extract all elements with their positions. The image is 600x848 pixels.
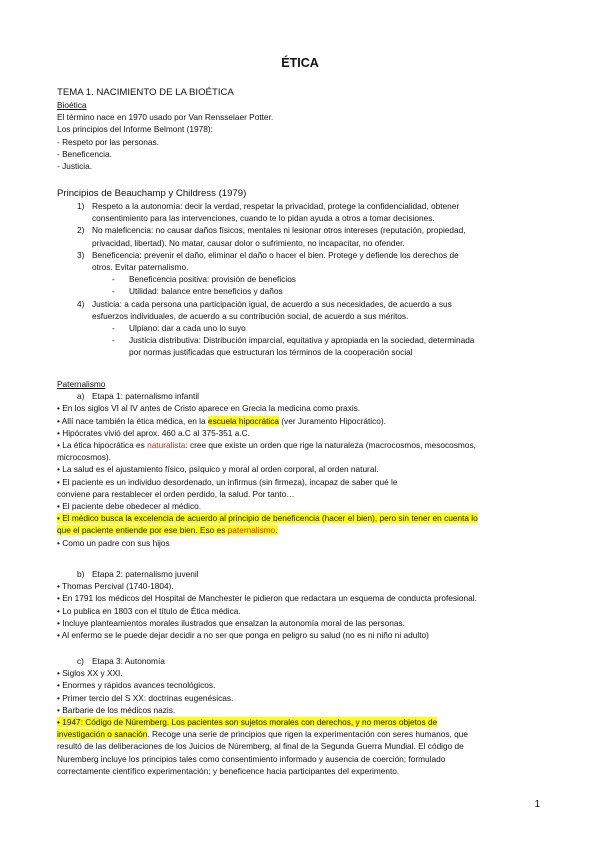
bioetica-line: - Respeto por las personas. bbox=[57, 136, 159, 147]
bullet-line: • Lo publica en 1803 con el título de Ética médica. bbox=[57, 605, 241, 616]
bullet-line: • Siglos XX y XXI. bbox=[57, 668, 123, 679]
bullet-line: conviene para restablecer el orden perdido, la salud. Por tanto… bbox=[57, 488, 295, 499]
principio-text: Respeto a la autonomía: decir la verdad, respetar la privacidad, protege la confidencialidad, obtener bbox=[92, 201, 460, 211]
dash-bullet: - bbox=[112, 323, 115, 334]
text-span: • Allí nace también la ética médica, en la bbox=[57, 415, 208, 426]
text-span: (ver Juramento Hipocrático). bbox=[278, 415, 386, 426]
bullet-line bbox=[57, 716, 545, 728]
bullet-line: • La salud es el ajustamiento físico, psíquico y moral al orden corporal, al orden natural. bbox=[57, 464, 379, 475]
bullet-line: • Al enfermo se le puede dejar decidir a no ser que ponga en peligro su salud (no es ni niño ni adulto) bbox=[57, 630, 429, 641]
bullet-line: correctamente científico experimentación; y beneficence hacia participantes del experimento. bbox=[57, 765, 400, 776]
etapa3-heading bbox=[57, 655, 545, 667]
bioetica-line: El término nace en 1970 usado por Van Rensselaer Potter. bbox=[57, 112, 274, 123]
bullet-line: • El paciente debe obedecer al médico. bbox=[57, 501, 202, 512]
page-number: 1 bbox=[534, 799, 540, 810]
bullet-line: Nuremberg incluye los principios tales como consentimiento informado y ausencia de coerción; formulado bbox=[57, 753, 446, 764]
bullet-line: • Enormes y rápidos avances tecnológicos. bbox=[57, 680, 216, 691]
bullet-line bbox=[57, 439, 545, 451]
subitem-text: Justicia distributiva: Distribución imparcial, equitativa y apropiada en la sociedad, determinada bbox=[129, 335, 475, 346]
etapa-title: Etapa 3: Autonomía bbox=[92, 656, 165, 666]
principio-text: consentimiento para las intervenciones, cuando te lo pidan ayuda a otros a tomar decisiones. bbox=[92, 213, 435, 224]
highlighted-text: escuela hipocrática bbox=[207, 415, 279, 426]
principio-text: privacidad, libertad). No matar, causar dolor o sufrimiento, no incapacitar, no ofender. bbox=[92, 237, 405, 248]
bullet-line bbox=[57, 512, 545, 524]
principios-heading: Principios de Beauchamp y Childress (1979) bbox=[57, 188, 247, 199]
principio-number: 2) bbox=[77, 225, 85, 236]
etapa-number: a) bbox=[77, 391, 85, 402]
justicia-subitem bbox=[57, 334, 545, 358]
etapa-title: Etapa 2: paternalismo juvenil bbox=[92, 569, 199, 579]
bullet-line: • En 1791 los médicos del Hospital de Manchester le pidieron que redactara un esquema de conducta profesional. bbox=[57, 593, 477, 604]
principio-text: No maleficencia: no causar daños físicos, mentales ni lesionar otros intereses (reputación, propiedad, bbox=[92, 225, 466, 236]
paternalismo-section bbox=[57, 378, 545, 549]
principio-item bbox=[57, 224, 545, 248]
principio-item bbox=[57, 200, 545, 224]
etapa2-section bbox=[57, 568, 545, 641]
subitem-text: Utilidad: balance entre beneficios y daños bbox=[129, 286, 283, 297]
etapa1-heading bbox=[57, 390, 545, 402]
text-span: que el paciente entiende por ese bien. Eso es bbox=[57, 525, 228, 536]
bullet-line: • Incluye planteamientos morales ilustrados que ensalzan la autonomía moral de las personas. bbox=[57, 617, 405, 628]
text-span: . Recoge una serie de principios que rigen la experimentación con seres humanos, que bbox=[147, 729, 468, 740]
document-title: ÉTICA bbox=[281, 56, 319, 70]
bullet-line: • En los siglos VI al IV antes de Cristo aparece en Grecia la medicina como praxis. bbox=[57, 403, 361, 414]
etapa3-section bbox=[57, 655, 545, 777]
bullet-line: • Hipócrates vivió del aprox. 460 a.C al 375-351 a.C. bbox=[57, 427, 250, 438]
bioetica-line: - Justicia. bbox=[57, 161, 93, 172]
etapa-title: Etapa 1: paternalismo infantil bbox=[92, 391, 200, 402]
etapa-number: c) bbox=[77, 656, 84, 666]
bullet-line: • Barbarie de los médicos nazis. bbox=[57, 704, 176, 715]
highlighted-text: • El médico busca la excelencia de acuerdo al principio de beneficencia (hacer el bien), pero sin tener en cuenta lo bbox=[57, 513, 478, 524]
text-span: • La ética hipocrática es bbox=[57, 440, 148, 451]
bullet-line: • Thomas Percival (1740-1804). bbox=[57, 581, 174, 592]
text-span: : cree que existe un orden que rige la naturaleza (macrocosmos, mesocosmos, bbox=[185, 440, 476, 451]
beneficencia-subitem bbox=[57, 285, 545, 297]
bullet-line: microcosmos). bbox=[57, 452, 111, 463]
bullet-line: resultó de las deliberaciones de los Juicios de Núremberg, al final de la Segunda Guerra Mundial. El código de bbox=[57, 741, 464, 752]
principio-text: esfuerzos individuales, de acuerdo a su contribución social, de acuerdo a sus méritos. bbox=[92, 310, 409, 321]
principio-text: otros. Evitar paternalismo. bbox=[92, 262, 189, 273]
bullet-line bbox=[57, 415, 545, 427]
principio-number: 3) bbox=[77, 249, 85, 260]
principios-section bbox=[57, 187, 545, 359]
bullet-line: • Como un padre con sus hijos bbox=[57, 537, 170, 548]
bullet-line bbox=[57, 728, 545, 740]
tema-heading: TEMA 1. NACIMIENTO DE LA BIOÉTICA bbox=[57, 87, 234, 98]
principio-item bbox=[57, 249, 545, 273]
subitem-text: por normas justificadas que estructuran los términos de la cooperación social bbox=[129, 347, 413, 358]
etapa-number: b) bbox=[77, 569, 85, 579]
bioetica-heading: Bioética bbox=[57, 100, 87, 110]
bioetica-section bbox=[57, 86, 545, 172]
dash-bullet: - bbox=[112, 274, 115, 285]
principio-item bbox=[57, 298, 545, 322]
highlighted-text: investigación o sanación bbox=[57, 729, 148, 740]
principio-number: 1) bbox=[77, 201, 85, 211]
bullet-line: • El paciente es un individuo desordenado, un infirmus (sin firmeza), incapaz de saber qué le bbox=[57, 476, 398, 487]
beneficencia-subitem bbox=[57, 273, 545, 285]
dash-bullet: - bbox=[112, 335, 115, 346]
justicia-subitem bbox=[57, 322, 545, 334]
etapa2-heading bbox=[57, 568, 545, 580]
red-text: naturalista bbox=[147, 440, 186, 451]
paternalismo-heading: Paternalismo bbox=[57, 379, 106, 389]
highlighted-text bbox=[57, 525, 278, 535]
principio-text: Beneficencia: prevenir el daño, eliminar el daño o hacer el bien. Protege y defiende los derechos de bbox=[92, 249, 459, 260]
highlighted-text: • 1947: Código de Núremberg. Los pacientes son sujetos morales con derechos, y no meros objetos de bbox=[57, 717, 438, 728]
subitem-text: Ulpiano: dar a cada uno lo suyo bbox=[129, 323, 246, 334]
red-text: paternalismo bbox=[227, 525, 276, 536]
bioetica-line: - Beneficencia. bbox=[57, 148, 112, 159]
bullet-line: • Primer tercio del S XX: doctrinas eugenésicas. bbox=[57, 692, 234, 703]
principio-number: 4) bbox=[77, 298, 85, 309]
subitem-text: Beneficencia positiva: provisión de beneficios bbox=[129, 274, 296, 285]
bullet-line bbox=[57, 524, 545, 536]
principio-text: Justicia: a cada persona una participación igual, de acuerdo a sus necesidades, de acuerdo a sus bbox=[92, 298, 452, 309]
text-span: . bbox=[275, 525, 278, 536]
dash-bullet: - bbox=[112, 286, 115, 297]
bioetica-line: Los principios del Informe Belmont (1978): bbox=[57, 124, 213, 135]
